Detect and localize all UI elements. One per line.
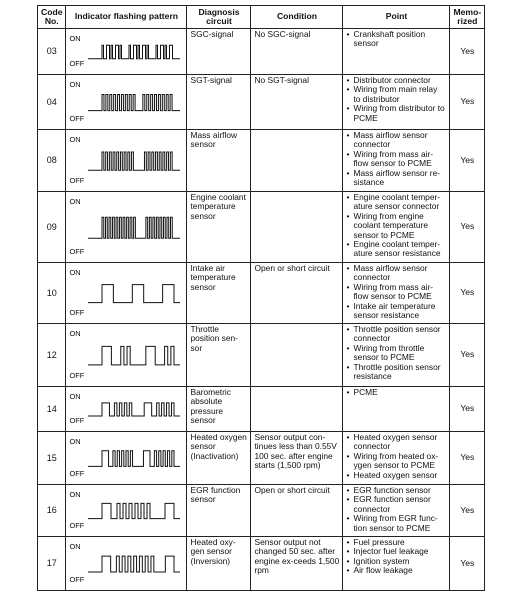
memorized-cell: Yes xyxy=(450,432,485,485)
point-item: • Fuel pressure xyxy=(346,538,446,547)
point-list xyxy=(346,486,446,533)
table-row xyxy=(38,324,485,387)
header-condition: Condition xyxy=(251,6,343,29)
point-list xyxy=(346,388,446,397)
pulse-waveform xyxy=(88,152,180,170)
on-label: ON xyxy=(69,80,81,89)
pattern-cell xyxy=(66,537,187,591)
code-cell: 16 xyxy=(38,485,66,537)
table-row xyxy=(38,485,485,537)
code-cell: 12 xyxy=(38,324,66,387)
point-list xyxy=(346,433,446,480)
code-cell: 08 xyxy=(38,130,66,192)
flashing-pattern-graph xyxy=(66,75,186,129)
point-item: • EGR function sensor xyxy=(346,486,446,495)
off-label: OFF xyxy=(69,113,85,123)
pattern-cell xyxy=(66,432,187,485)
condition-cell xyxy=(251,324,343,387)
point-list xyxy=(346,76,446,123)
condition-cell: Open or short circuit xyxy=(251,263,343,324)
flashing-pattern-graph xyxy=(66,263,186,323)
pulse-waveform xyxy=(88,285,180,303)
point-item: • Distributor connector xyxy=(346,76,446,85)
table-row xyxy=(38,387,485,432)
circuit-cell: Throttle position sen-sor xyxy=(187,324,251,387)
off-label: OFF xyxy=(69,307,85,317)
header-point: Point xyxy=(343,6,450,29)
pattern-cell xyxy=(66,29,187,75)
circuit-cell: SGT-signal xyxy=(187,75,251,130)
on-label: ON xyxy=(69,437,81,446)
condition-cell xyxy=(251,192,343,263)
circuit-cell: Engine coolant temperature sensor xyxy=(187,192,251,263)
header-row xyxy=(38,6,485,29)
point-item: • Wiring from main relay to distributor xyxy=(346,85,446,104)
point-item: • Heated oxygen sensor connector xyxy=(346,433,446,452)
memorized-cell: Yes xyxy=(450,485,485,537)
point-item: • Wiring from EGR func-tion sensor to PCME xyxy=(346,514,446,533)
code-cell: 14 xyxy=(38,387,66,432)
flashing-pattern-graph xyxy=(66,130,186,191)
code-cell: 03 xyxy=(38,29,66,75)
point-item: • EGR function sensor connector xyxy=(346,495,446,514)
point-item: • Wiring from distributor to PCME xyxy=(346,104,446,123)
circuit-cell: Mass airflow sensor xyxy=(187,130,251,192)
flashing-pattern-graph xyxy=(66,29,186,74)
on-label: ON xyxy=(69,392,81,401)
memorized-cell: Yes xyxy=(450,324,485,387)
pulse-waveform xyxy=(88,217,180,238)
memorized-cell: Yes xyxy=(450,130,485,192)
point-item: • Throttle position sensor connector xyxy=(346,325,446,344)
condition-cell: No SGT-signal xyxy=(251,75,343,130)
point-cell xyxy=(343,432,450,485)
table-row xyxy=(38,130,485,192)
point-item: • Ignition system xyxy=(346,557,446,566)
point-item: • Heated oxygen sensor xyxy=(346,471,446,480)
off-label: OFF xyxy=(69,370,85,380)
point-item: • Wiring from mass air-flow sensor to PCME xyxy=(346,283,446,302)
pattern-cell xyxy=(66,75,187,130)
pulse-waveform xyxy=(88,346,180,365)
point-item: • Mass airflow sensor connector xyxy=(346,264,446,283)
condition-cell: Sensor output not changed 50 sec. after engine ex-ceeds 1,500 rpm xyxy=(251,537,343,591)
pulse-waveform xyxy=(88,94,180,110)
circuit-cell: Heated oxygen sensor (Inactivation) xyxy=(187,432,251,485)
on-label: ON xyxy=(69,34,81,43)
point-cell xyxy=(343,130,450,192)
memorized-cell: Yes xyxy=(450,387,485,432)
point-item: • Wiring from throttle sensor to PCME xyxy=(346,344,446,363)
header-memorized: Memo-rized xyxy=(450,6,485,29)
point-list xyxy=(346,264,446,320)
on-label: ON xyxy=(69,268,81,277)
point-item: • Mass airflow sensor connector xyxy=(346,131,446,150)
point-item: • Mass airflow sensor re-sistance xyxy=(346,169,446,188)
off-label: OFF xyxy=(69,58,85,68)
memorized-cell: Yes xyxy=(450,537,485,591)
code-cell: 04 xyxy=(38,75,66,130)
circuit-cell: Intake air temperature sensor xyxy=(187,263,251,324)
off-label: OFF xyxy=(69,246,85,256)
on-label: ON xyxy=(69,197,81,206)
pulse-waveform xyxy=(88,45,180,59)
off-label: OFF xyxy=(69,574,85,584)
circuit-cell: SGC-signal xyxy=(187,29,251,75)
point-cell xyxy=(343,537,450,591)
on-label: ON xyxy=(69,135,81,144)
point-item: • Crankshaft position sensor xyxy=(346,30,446,49)
memorized-cell: Yes xyxy=(450,263,485,324)
pulse-waveform xyxy=(88,503,180,518)
point-list xyxy=(346,538,446,576)
memorized-cell: Yes xyxy=(450,192,485,263)
table-row xyxy=(38,263,485,324)
off-label: OFF xyxy=(69,520,85,530)
code-cell: 15 xyxy=(38,432,66,485)
point-list xyxy=(346,193,446,259)
point-cell xyxy=(343,192,450,263)
pattern-cell xyxy=(66,485,187,537)
pattern-cell xyxy=(66,263,187,324)
header-pattern: Indicator flashing pattern xyxy=(66,6,187,29)
point-cell xyxy=(343,387,450,432)
point-item: • Engine coolant temper-ature sensor resistance xyxy=(346,240,446,259)
point-cell xyxy=(343,324,450,387)
table-row xyxy=(38,432,485,485)
header-code: Code No. xyxy=(38,6,66,29)
pulse-waveform xyxy=(88,451,180,467)
point-item: • Engine coolant temper-ature sensor connector xyxy=(346,193,446,212)
point-item: • Throttle position sensor resistance xyxy=(346,363,446,382)
flashing-pattern-graph xyxy=(66,387,186,431)
flashing-pattern-graph xyxy=(66,324,186,386)
pattern-cell xyxy=(66,324,187,387)
table-row xyxy=(38,29,485,75)
point-list xyxy=(346,325,446,381)
pattern-cell xyxy=(66,192,187,263)
point-cell xyxy=(343,75,450,130)
table-row xyxy=(38,537,485,591)
condition-cell xyxy=(251,130,343,192)
point-item: • Wiring from engine coolant temperature sensor to PCME xyxy=(346,212,446,240)
condition-cell: Open or short circuit xyxy=(251,485,343,537)
flashing-pattern-graph xyxy=(66,537,186,590)
on-label: ON xyxy=(69,490,81,499)
header-circuit: Diagnosis circuit xyxy=(187,6,251,29)
diagnosis-table xyxy=(37,5,485,591)
point-item: • Injector fuel leakage xyxy=(346,547,446,556)
circuit-cell: Heated oxy-gen sensor (Inversion) xyxy=(187,537,251,591)
point-item: • Air flow leakage xyxy=(346,566,446,575)
point-list xyxy=(346,131,446,187)
on-label: ON xyxy=(69,329,81,338)
pattern-cell xyxy=(66,130,187,192)
point-item: • PCME xyxy=(346,388,446,397)
memorized-cell: Yes xyxy=(450,29,485,75)
off-label: OFF xyxy=(69,468,85,478)
off-label: OFF xyxy=(69,175,85,185)
off-label: OFF xyxy=(69,415,85,425)
point-list xyxy=(346,30,446,49)
table-row xyxy=(38,192,485,263)
pulse-waveform xyxy=(88,403,180,416)
pattern-cell xyxy=(66,387,187,432)
condition-cell xyxy=(251,387,343,432)
on-label: ON xyxy=(69,542,81,551)
pulse-waveform xyxy=(88,556,180,572)
flashing-pattern-graph xyxy=(66,432,186,484)
code-cell: 17 xyxy=(38,537,66,591)
point-item: • Wiring from mass air-flow sensor to PCME xyxy=(346,150,446,169)
circuit-cell: Barometric absolute pressure sensor xyxy=(187,387,251,432)
condition-cell: Sensor output con-tinues less than 0.55V 100 sec. after engine starts (1,500 rpm) xyxy=(251,432,343,485)
code-cell: 09 xyxy=(38,192,66,263)
code-cell: 10 xyxy=(38,263,66,324)
point-cell xyxy=(343,29,450,75)
flashing-pattern-graph xyxy=(66,192,186,262)
table-row xyxy=(38,75,485,130)
memorized-cell: Yes xyxy=(450,75,485,130)
flashing-pattern-graph xyxy=(66,485,186,536)
circuit-cell: EGR function sensor xyxy=(187,485,251,537)
condition-cell: No SGC-signal xyxy=(251,29,343,75)
point-cell xyxy=(343,263,450,324)
point-item: • Intake air temperature sensor resistance xyxy=(346,302,446,321)
point-item: • Wiring from heated ox-ygen sensor to PCME xyxy=(346,452,446,471)
point-cell xyxy=(343,485,450,537)
